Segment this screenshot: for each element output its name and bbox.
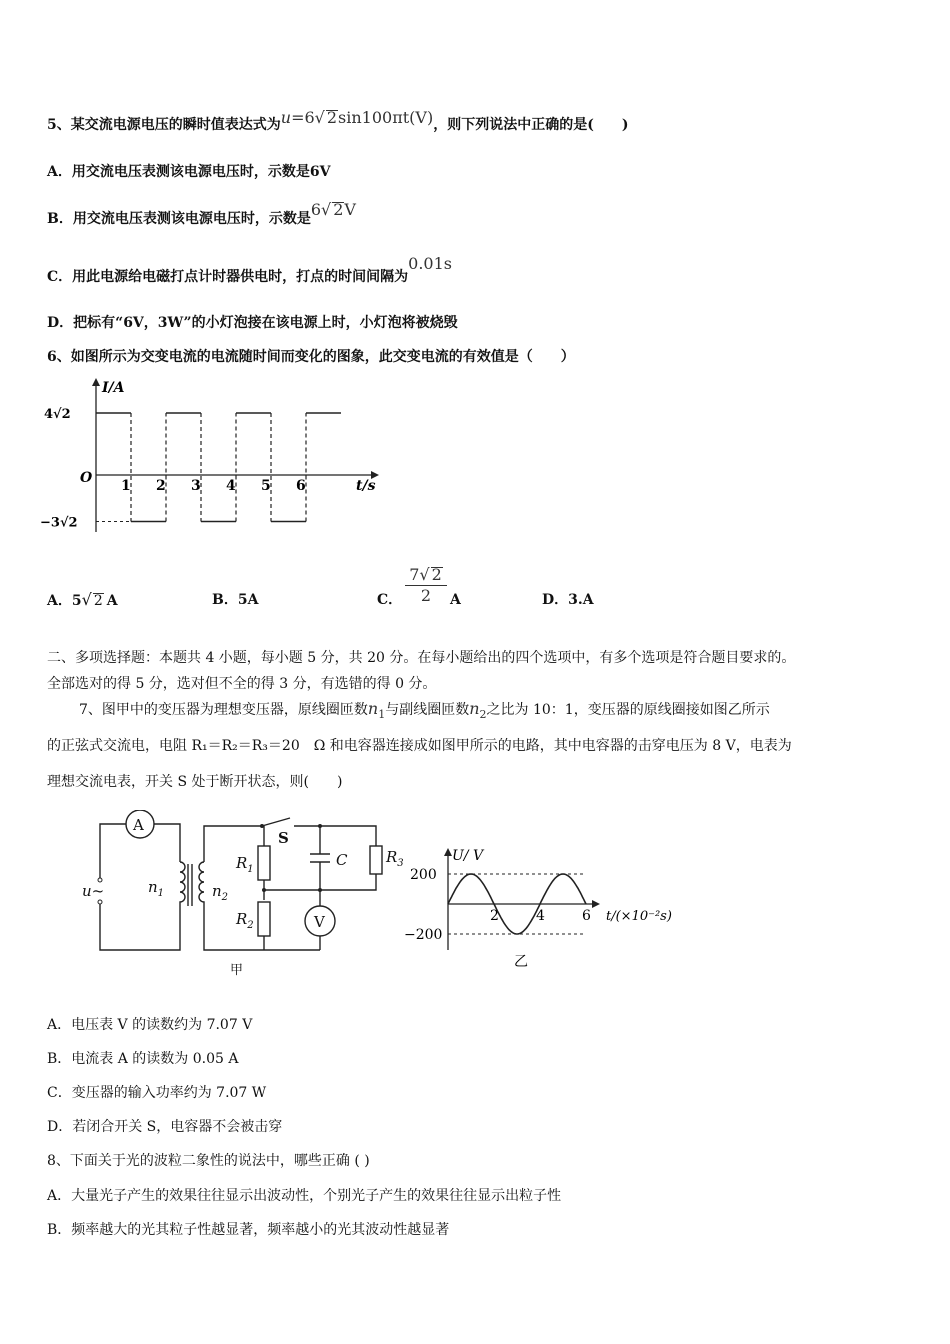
n2-label [212,882,228,903]
q7-n2-sub: 2 [479,707,487,721]
q6-option-b: B．5A [212,592,259,608]
secondary-coil [199,862,204,908]
x-tick-label: 2 [490,908,499,924]
q6-option-c-numerator [405,565,447,586]
r2-label [235,910,254,931]
y-axis-label: U/ V [452,848,484,864]
r3-letter: R [386,848,398,866]
terminal-dot [98,900,102,904]
q7-n2: n [469,699,480,718]
sqrt-icon: √ [419,565,430,584]
n1-letter: n [148,878,158,896]
n2-letter: n [212,882,222,900]
switch-blade [262,818,290,826]
x-tick-label: 6 [582,908,591,924]
q6-option-c-unit: A [450,592,461,608]
q8-stem: 8、下面关于光的波粒二象性的说法中，哪些正确 ( ) [47,1153,370,1169]
q5-option-b-rad: 2 [333,200,344,219]
sqrt-icon: √ [81,590,92,609]
q6-option-a-unit: A [106,593,118,609]
y-axis-label: I/A [102,380,125,396]
x-tick-label: 2 [156,478,166,494]
q7-line2: 的正弦式交流电，电阻 R₁＝R₂＝R₃＝20 Ω 和电容器连接成如图甲所示的电路，其中电容器的击穿电压为 8 V，电表为 [47,738,792,754]
q7-n1-sub: 1 [378,707,386,721]
q7-n1: n [367,699,379,718]
q7-line3: 理想交流电表，开关 S 处于断开状态，则( ) [47,774,343,790]
circuit-caption: 甲 [230,963,244,978]
q7-voltage-chart [400,838,690,978]
q6-current-chart [40,372,400,542]
y-high-label: 4√2 [44,407,71,422]
q6-option-d: D．3.A [542,592,594,608]
q6-option-c-denominator: 2 [420,586,432,605]
q6-option-a [47,590,118,611]
r1-letter: R [236,854,248,872]
q7-line1-c: 之比为 10：1，变压器的原线圈接如图乙所示 [486,702,770,718]
q5-formula-rest: sin100πt(V) [338,108,434,127]
y-axis-arrow-icon [92,378,100,386]
node-dot [262,888,266,892]
secondary-wire-top [204,826,262,862]
q5-formula [281,108,433,127]
r1-label [235,854,254,875]
x-tick-label: 5 [261,478,271,494]
q5-formula-u: u [280,108,292,127]
primary-wire-top-left [100,824,126,880]
x-tick-label: 6 [296,478,306,494]
origin-label: O [80,470,93,486]
r3-sub: 3 [397,858,404,869]
switch-label: S [278,829,289,847]
r1-resistor [258,846,270,880]
n1-label [148,878,164,899]
x-tick-label: 3 [191,478,201,494]
primary-wire-bottom [100,902,180,950]
primary-coil [180,862,185,908]
q5-option-b-value [311,200,356,219]
q6-option-c-num-rad: 2 [431,565,442,584]
sqrt-icon: √ [314,108,325,127]
q7-circuit-diagram [80,810,410,980]
top-rail [294,826,376,846]
q5-formula-rad: 2 [326,108,338,127]
y-tick-label: 200 [410,867,437,883]
q5-option-b-pre: 6 [310,200,322,219]
section2-line2: 全部选对的得 5 分，选对但不全的得 3 分，有选错的得 0 分。 [47,676,437,692]
capacitor-label: C [336,851,348,869]
q6-option-a-pre: A．5 [47,593,82,609]
q7-line1-b: 与副线圈匝数 [385,702,470,718]
q7-option-d: D．若闭合开关 S，电容器不会被击穿 [47,1119,283,1135]
q6-stem: 6、如图所示为交变电流的电流随时间而变化的图象，此交变电流的有效值是（ ） [47,349,575,365]
q6-option-c-label: C． [377,592,403,608]
sqrt-icon: √ [321,200,332,219]
source-label: u~ [82,882,105,900]
q5-stem-after: ，则下列说法中正确的是( ) [433,117,629,133]
r2-sub: 2 [247,920,254,931]
r1-sub: 1 [247,864,254,875]
q6-option-c-num-pre: 7 [409,565,420,584]
n2-sub: 2 [221,892,229,903]
q7-line1 [79,699,770,725]
secondary-wire-bottom [204,908,264,950]
n1-sub: 1 [157,888,165,899]
x-tick-label: 4 [536,908,545,924]
q5-option-c-text: C．用此电源给电磁打点计时器供电时，打点的时间间隔为 [47,269,409,285]
voltmeter-label: V [314,913,325,931]
q6-option-c-fraction [405,565,447,606]
q7-option-a: A．电压表 V 的读数约为 7.07 V [47,1017,253,1033]
q7-option-b: B．电流表 A 的读数为 0.05 A [47,1051,239,1067]
q8-option-b: B．频率越大的光其粒子性越显著，频率越小的光其波动性越显著 [47,1222,450,1238]
r2-letter: R [236,910,248,928]
x-tick-label: 4 [226,478,236,494]
q5-option-a: A．用交流电压表测该电源电压时，示数是6V [47,164,331,180]
q5-option-d: D．把标有“6V，3W”的小灯泡接在该电源上时，小灯泡将被烧毁 [47,315,458,331]
q5-option-c-value: 0.01s [408,254,452,273]
y-tick-label: −200 [404,927,443,943]
r3-wire [320,874,376,890]
q5-formula-eq: =6 [291,108,315,127]
q8-option-a: A．大量光子产生的效果往往显示出波动性，个别光子产生的效果往往显示出粒子性 [47,1188,562,1204]
q5-option-b-unit: V [344,200,356,219]
q5-option-b [47,200,356,229]
y-axis-arrow-icon [444,848,452,856]
x-axis-label: t/s [356,478,376,494]
node-dot [260,824,264,828]
q6-option-a-rad: 2 [93,593,103,609]
r2-resistor [258,902,270,936]
ammeter-label: A [133,816,144,834]
q7-option-c: C．变压器的输入功率约为 7.07 W [47,1085,267,1101]
q5-option-c [47,254,452,287]
chart-caption: 乙 [514,954,528,970]
primary-wire-top-right [154,824,180,862]
r3-resistor [370,846,382,874]
q5-option-b-text: B．用交流电压表测该电源电压时，示数是 [47,211,311,227]
y-low-label: −3√2 [40,515,78,531]
x-axis-label: t/(×10⁻²s) [606,909,672,924]
x-tick-label: 1 [121,478,131,494]
q5-stem [47,108,629,135]
q5-stem-text: 5、某交流电源电压的瞬时值表达式为 [47,117,281,133]
section2-line1: 二、多项选择题：本题共 4 小题，每小题 5 分，共 20 分。在每小题给出的四个选项中，有多个选项是符合题目要求的。 [47,650,796,666]
x-axis-arrow-icon [592,900,600,908]
node-dot [318,888,322,892]
q7-line1-a: 7、图甲中的变压器为理想变压器，原线圈匝数 [79,702,368,718]
node-dot [318,824,322,828]
